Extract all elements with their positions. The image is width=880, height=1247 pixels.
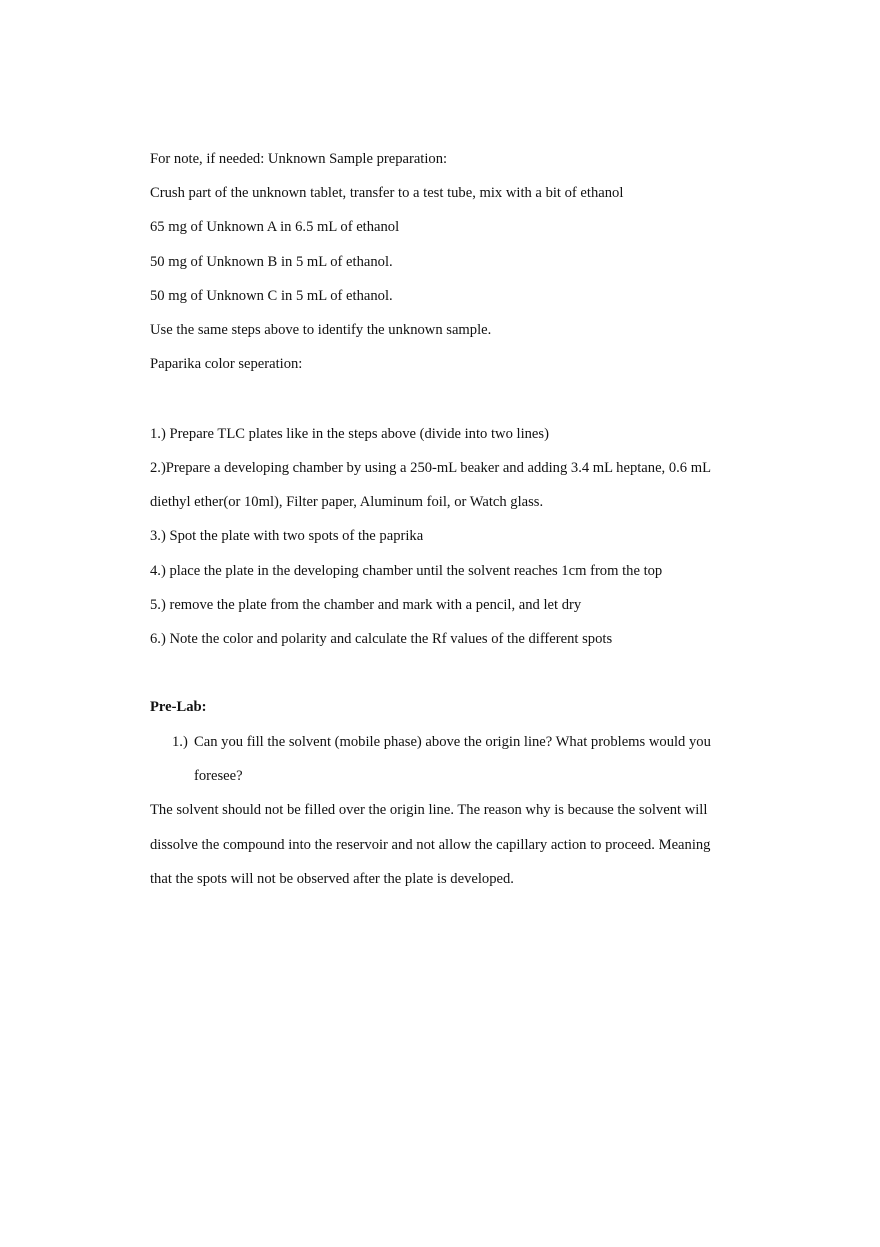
prelab-question-line-1: Can you fill the solvent (mobile phase) above the origin line? What problems would you bbox=[194, 734, 711, 750]
prelab-answer-line-1: The solvent should not be filled over the origin line. The reason why is because the solvent will bbox=[150, 802, 708, 818]
step-2-line-2: diethyl ether(or 10ml), Filter paper, Aluminum foil, or Watch glass. bbox=[150, 494, 544, 510]
prelab-heading: Pre-Lab: bbox=[150, 699, 207, 715]
paprika-heading: Paparika color seperation: bbox=[150, 356, 303, 372]
unknown-a-line: 65 mg of Unknown A in 6.5 mL of ethanol bbox=[150, 219, 400, 235]
prelab-question-number: 1.) bbox=[172, 734, 188, 750]
step-6: 6.) Note the color and polarity and calculate the Rf values of the different spots bbox=[150, 631, 613, 647]
unknown-c-line: 50 mg of Unknown C in 5 mL of ethanol. bbox=[150, 288, 393, 304]
unknown-prep-heading: For note, if needed: Unknown Sample preparation: bbox=[150, 151, 448, 167]
prelab-answer-line-3: that the spots will not be observed after the plate is developed. bbox=[150, 871, 514, 887]
unknown-b-line: 50 mg of Unknown B in 5 mL of ethanol. bbox=[150, 254, 393, 270]
step-4: 4.) place the plate in the developing chamber until the solvent reaches 1cm from the top bbox=[150, 563, 663, 579]
same-steps-line: Use the same steps above to identify the unknown sample. bbox=[150, 322, 492, 338]
prelab-question-line-2: foresee? bbox=[194, 768, 243, 784]
prelab-answer-line-2: dissolve the compound into the reservoir and not allow the capillary action to proceed. Meaning bbox=[150, 837, 711, 853]
step-3: 3.) Spot the plate with two spots of the paprika bbox=[150, 528, 424, 544]
crush-instruction: Crush part of the unknown tablet, transfer to a test tube, mix with a bit of ethanol bbox=[150, 185, 624, 201]
step-1: 1.) Prepare TLC plates like in the steps above (divide into two lines) bbox=[150, 426, 549, 442]
step-2-line-1: 2.)Prepare a developing chamber by using a 250-mL beaker and adding 3.4 mL heptane, 0.6 mL bbox=[150, 460, 712, 476]
step-5: 5.) remove the plate from the chamber and mark with a pencil, and let dry bbox=[150, 597, 582, 613]
